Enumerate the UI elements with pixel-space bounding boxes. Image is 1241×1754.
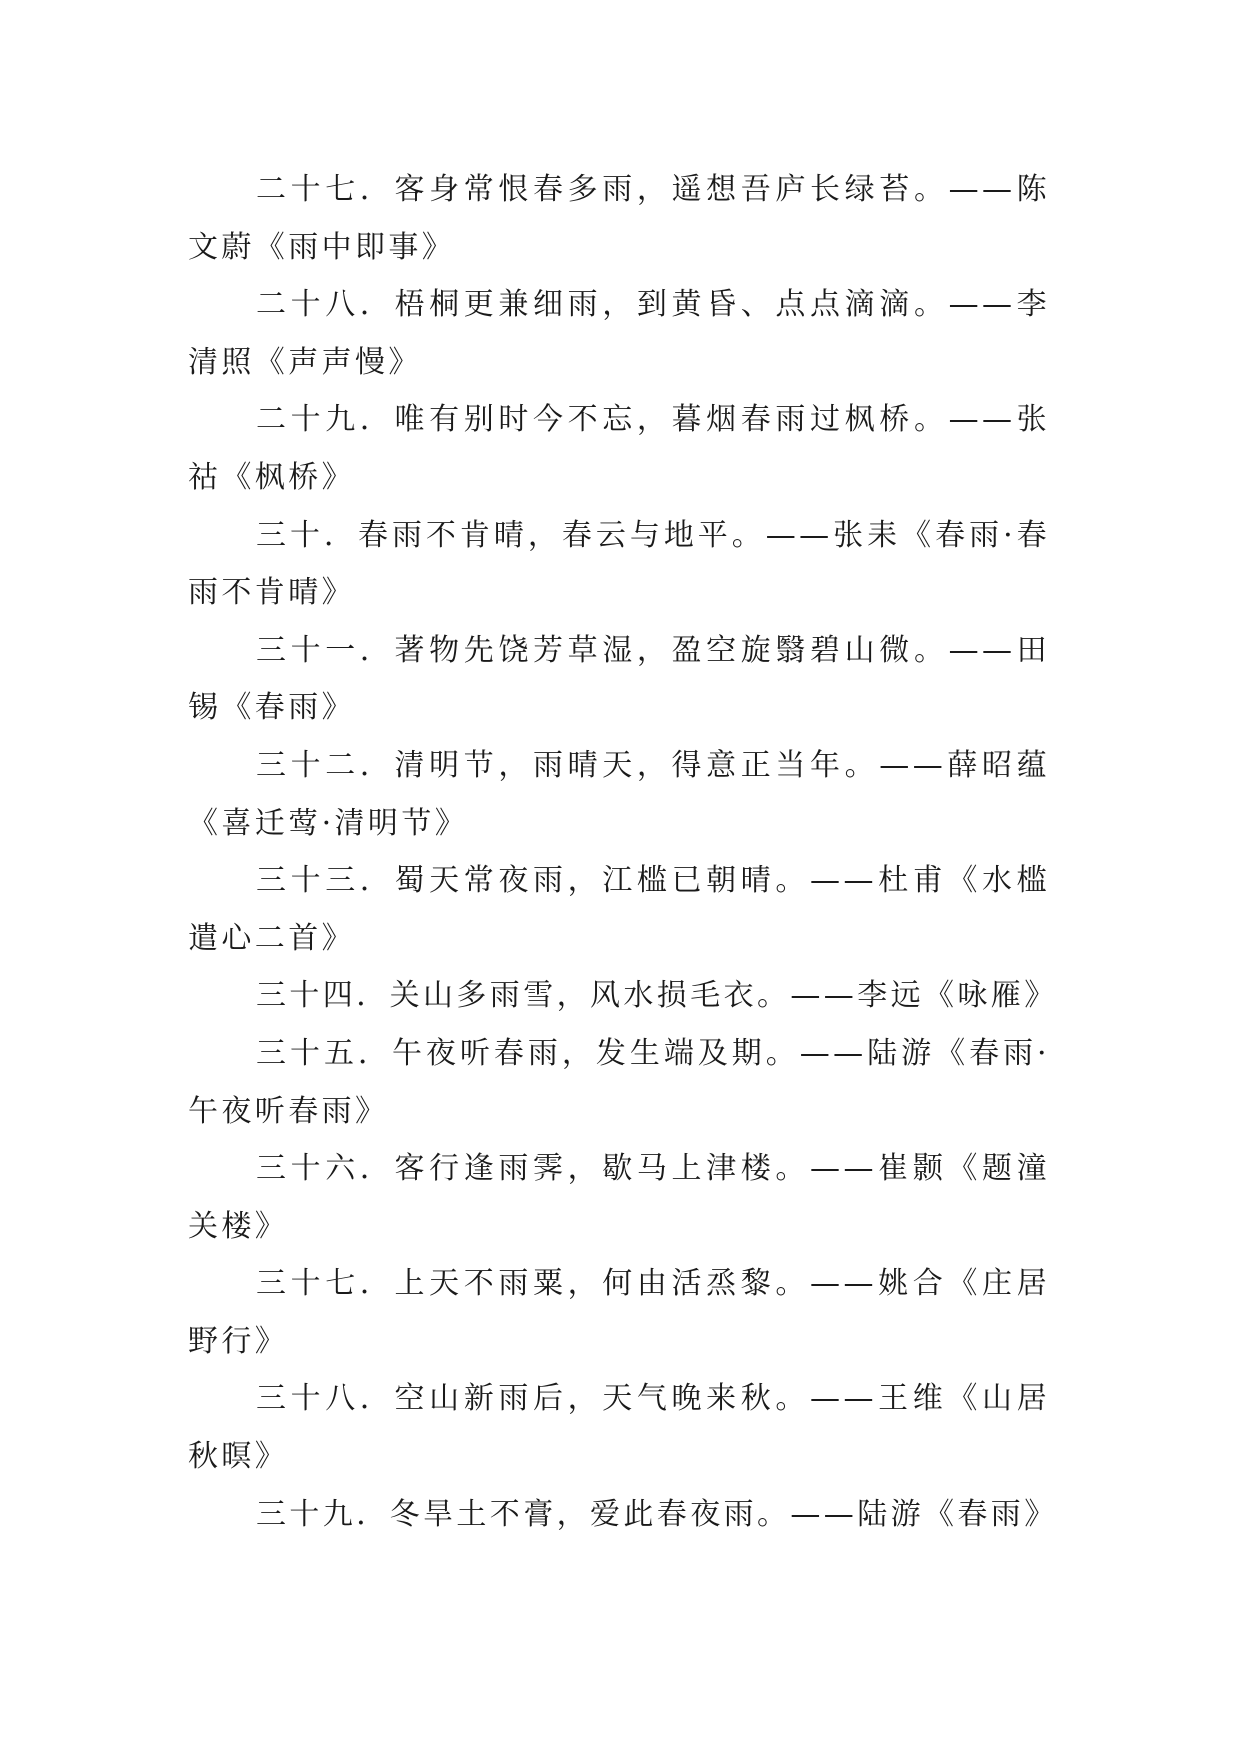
- poem-entry-30: 三十．春雨不肯晴，春云与地平。——张耒《春雨·春雨不肯晴》: [188, 517, 1050, 611]
- poem-entry-34: 三十四．关山多雨雪，风水损毛衣。——李远《咏雁》: [256, 978, 1058, 1014]
- poem-list: [188, 161, 1058, 1543]
- poem-entry-38: 三十八．空山新雨后，天气晚来秋。——王维《山居秋暝》: [188, 1381, 1050, 1475]
- poem-entry-35: 三十五．午夜听春雨，发生端及期。——陆游《春雨·午夜听春雨》: [188, 1035, 1050, 1129]
- poem-entry-33: 三十三．蜀天常夜雨，江槛已朝晴。——杜甫《水槛遣心二首》: [188, 863, 1050, 956]
- poem-entry-29: 二十九．唯有别时今不忘，暮烟春雨过枫桥。——张祜《枫桥》: [188, 402, 1050, 495]
- poem-entry-39: 三十九．冬旱土不膏，爱此春夜雨。——陆游《春雨》: [256, 1496, 1058, 1532]
- poem-entry-37: 三十七．上天不雨粟，何由活烝黎。——姚合《庄居野行》: [188, 1266, 1050, 1359]
- poem-entry-28: 二十八．梧桐更兼细雨，到黄昏、点点滴滴。——李清照《声声慢》: [188, 287, 1050, 380]
- poem-entry-32: 三十二．清明节，雨晴天，得意正当年。——薛昭蕴《喜迁莺·清明节》: [188, 747, 1050, 841]
- poem-entry-31: 三十一．著物先饶芳草湿，盈空旋翳碧山微。——田锡《春雨》: [188, 632, 1050, 726]
- poem-entry-27: 二十七．客身常恨春多雨，遥想吾庐长绿苔。——陈文蔚《雨中即事》: [188, 172, 1050, 265]
- poem-entry-36: 三十六．客行逢雨霁，歇马上津楼。——崔颢《题潼关楼》: [188, 1151, 1050, 1244]
